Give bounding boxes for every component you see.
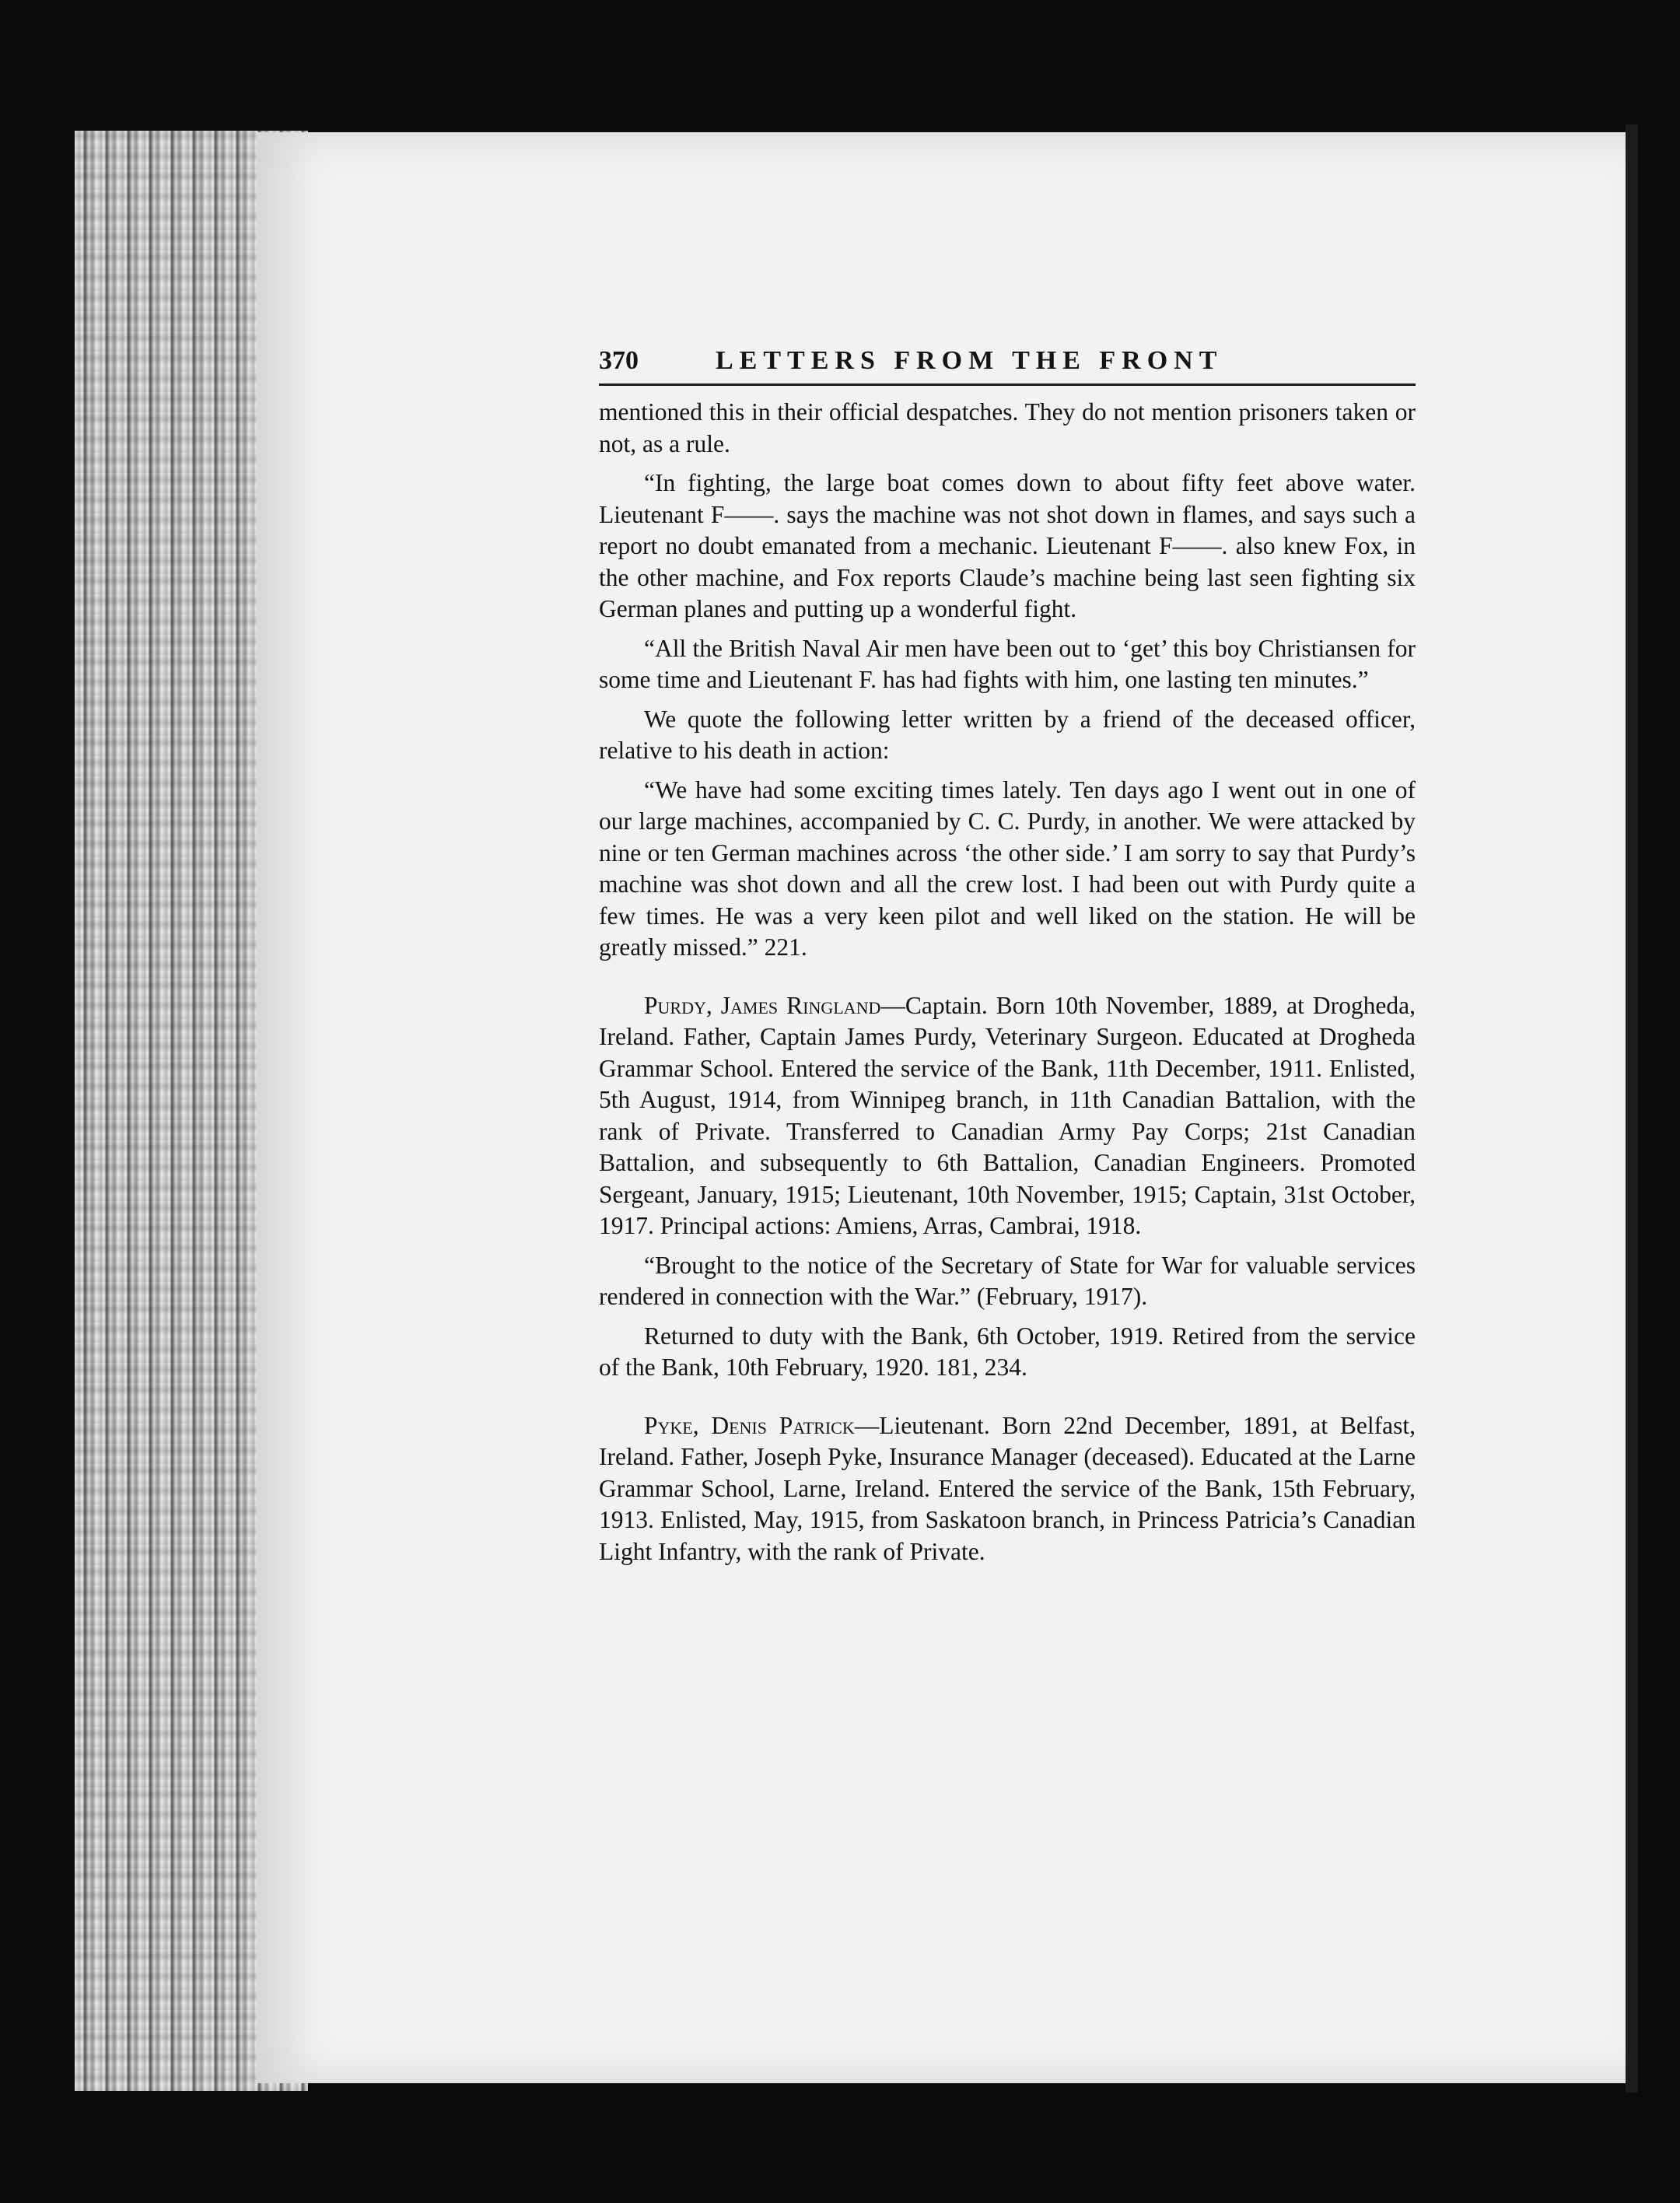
paragraph-fighting: “In fighting, the large boat comes down to about fifty feet above water. Lieutenant F——. says the machine was not shot down in flames, and says such a report no doubt emanated from a mechanic. Lieutenant F——. also knew Fox, in the other machine, and Fox reports Claude’s machine being last seen fighting six German planes and putting up a wonderful fight. (599, 469, 1416, 622)
entry-purdy (599, 990, 1416, 1242)
running-title: LETTERS FROM THE FRONT (716, 346, 1223, 375)
adjacent-page-edge (1626, 124, 1638, 2093)
paragraph-friend-letter: “We have had some exciting times lately. Ten days ago I went out in one of our large machines, accompanied by C. C. Purdy, in another. We were attacked by nine or ten German machines across ‘the other side.’ I am sorry to say that Purdy’s machine was shot down and all the crew lost. I had been out with Purdy quite a few times. He was a very keen pilot and well liked on the station. He will be greatly missed.” 221. (599, 776, 1416, 961)
entry-pyke (599, 1410, 1416, 1568)
paragraph-naval-air-men: “All the British Naval Air men have been out to ‘get’ this boy Christiansen for some time and Lieutenant F. has had fights with him, one lasting ten minutes.” (599, 634, 1416, 693)
page-text-block (599, 346, 1416, 1567)
page-number: 370 (599, 346, 639, 375)
entry-pyke-name: Pyke, Denis Patrick (644, 1411, 855, 1439)
paragraph-continuation: mentioned this in their official despatches. They do not mention prisoners taken or not, as a rule. (599, 398, 1416, 457)
entry-purdy-text: —Captain. Born 10th November, 1889, at Drogheda, Ireland. Father, Captain James Purdy, Veterinary Surgeon. Educated at Drogheda Grammar School. Entered the service of the Bank, 11th December, 1911. Enlisted, 5th August, 1914, from Winnipeg branch, in 11th Canadian Battalion, with the rank of Private. Transferred to Canadian Army Pay Corps; 21st Canadian Battalion, and subsequently to 6th Battalion, Canadian Engineers. Promoted Sergeant, January, 1915; Lieutenant, 10th November, 1915; Captain, 31st October, 1917. Principal actions: Amiens, Arras, Cambrai, 1918. (599, 991, 1416, 1239)
entry-pyke-text: —Lieutenant. Born 22nd December, 1891, at Belfast, Ireland. Father, Joseph Pyke, Insurance Manager (deceased). Educated at the Larne Grammar School, Larne, Ireland. Entered the service of the Bank, 15th February, 1913. Enlisted, May, 1915, from Saskatoon branch, in Princess Patricia’s Canadian Light Infantry, with the rank of Private. (599, 1411, 1416, 1565)
entry-purdy-closing: Returned to duty with the Bank, 6th October, 1919. Retired from the service of the Bank, 10th February, 1920. 181, 234. (599, 1322, 1416, 1381)
running-head (599, 346, 1416, 386)
entry-purdy-quote: “Brought to the notice of the Secretary of State for War for valuable services rendered in connection with the War.” (February, 1917). (599, 1251, 1416, 1310)
entry-purdy-name: Purdy, James Ringland (644, 991, 881, 1019)
paragraph-letter-intro: We quote the following letter written by a friend of the deceased officer, relative to his death in action: (599, 705, 1416, 764)
